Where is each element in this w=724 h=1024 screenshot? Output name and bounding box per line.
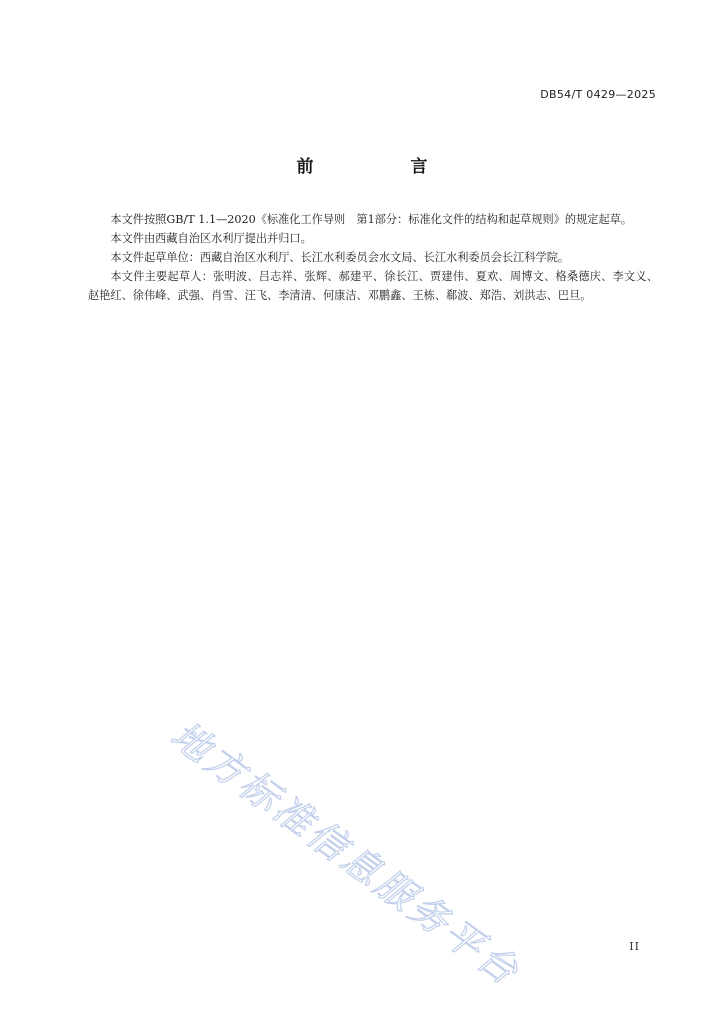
paragraph-drafting-units: 本文件起草单位：西藏自治区水利厅、长江水利委员会水文局、长江水利委员会长江科学院。 [110,251,570,264]
paragraph-proposer: 本文件由西藏自治区水利厅提出并归口。 [110,232,312,245]
paragraph-drafting-basis: 本文件按照GB/T 1.1—2020《标准化工作导则 第1部分：标准化文件的结构和起草规则》的规定起草。 [110,213,633,226]
page-title: 前 言 [296,157,468,177]
foreword-body [88,210,658,305]
page-number: II [629,940,640,953]
standard-code: DB54/T 0429—2025 [540,88,656,101]
paragraph-drafters: 本文件主要起草人：张明波、吕志祥、张辉、郝建平、徐长江、贾建伟、夏欢、周博文、格桑德庆、李文义、赵艳红、徐伟峰、武强、肖雪、汪飞、李清清、何康洁、邓鹏鑫、王栋、郗波、郑浩、刘洪志、巴旦。 [88,270,658,302]
watermark: 地方标准信息服务平台 [163,712,529,996]
